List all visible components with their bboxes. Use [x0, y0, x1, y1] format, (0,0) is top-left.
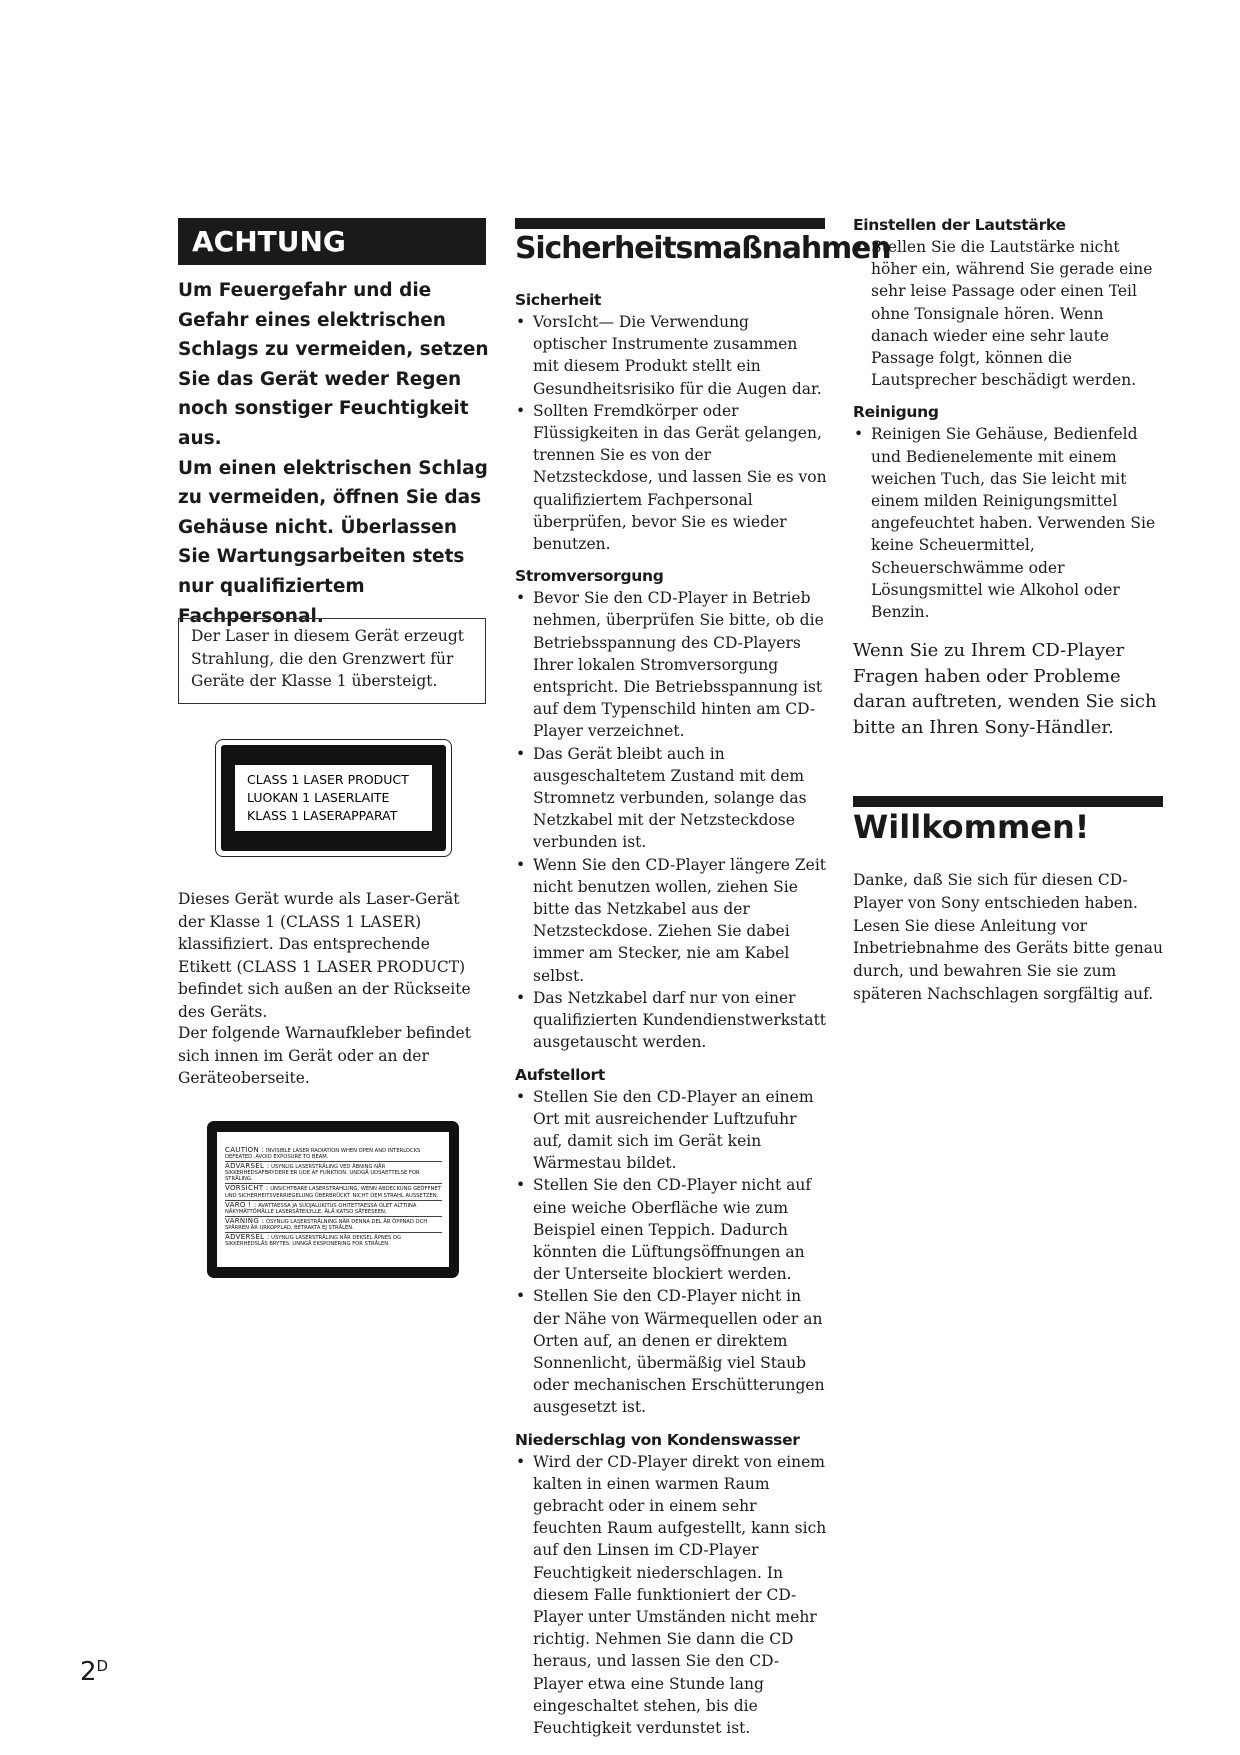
classification-paragraph: Dieses Gerät wurde als Laser-Gerät der Klasse 1 (CLASS 1 LASER) klassifiziert. Das entsprechende Etikett (CLASS 1 LASER PRODUCT) befindet sich außen an der Rückseite des Geräts. — [178, 890, 471, 1021]
list-item: • Stellen Sie die Lautstärke nicht höher ein, während Sie gerade eine sehr leise Passage oder einen Teil ohne Tonsignale hören. Wenn danach wieder eine sehr laute Passage folgt, können die Lautsprecher beschädigt werden. — [853, 236, 1165, 391]
warning-paragraph: Um Feuergefahr und die Gefahr eines elektrischen Schlags zu vermeiden, setzen Sie das Gerät weder Regen noch sonstiger Feuchtigkeit aus. — [178, 280, 489, 449]
safety-title: Sicherheitsmaßnahmen — [515, 231, 891, 266]
section-lautstaerke — [853, 214, 1165, 391]
list-item: • Das Gerät bleibt auch in ausgeschaltetem Zustand mit dem Stromnetz verbunden, solange das Netzkabel mit der Netzsteckdose verbunden ist. — [515, 743, 827, 854]
label-line: LUOKAN 1 LASERLAITE — [247, 790, 390, 805]
list-item: • Stellen Sie den CD-Player an einem Ort mit ausreichender Luftzufuhr auf, damit sich im Gerät kein Wärmestau bildet. — [515, 1086, 827, 1175]
list-item: • Reinigen Sie Gehäuse, Bedienfeld und Bedienelemente mit einem weichen Tuch, das Sie leicht mit einem milden Reinigungsmittel angefeuchtet haben. Verwenden Sie keine Scheuermittel, Scheuerschwämme oder Lösungsmittel wie Alkohol oder Benzin. — [853, 423, 1165, 623]
class1-label-text — [235, 765, 432, 831]
caution-line: ADVERSEL : USYNLIG LASERSTRÅLING NÅR DEKSEL ÅPNES OG SIKKERHEDSLÅS BRYTES. UNNGÅ EKSPONERING FOR STRÅLEN. — [225, 1233, 402, 1248]
label-line: KLASS 1 LASERAPPARAT — [247, 808, 398, 823]
caution-line: VARNING : OSYNLIG LASERSTRÅLNING NÄR DENNA DEL ÄR ÖPPNAD OCH SPÄRREN ÄR URKOPPLAD. BETRAKTA EJ STRÅLEN. — [225, 1218, 442, 1233]
caution-line: VARO ! : AVATTAESSA JA SUOJALUKITUS OHITETTAESSA OLET ALTTIINA NÄKYMÄTTÖMÄLLE LASERSÄTEILYLLE. ÄLÄ KATSO SÄTEESEEN. — [225, 1202, 442, 1217]
caution-warning-sticker — [207, 1121, 459, 1278]
section-heading: Reinigung — [853, 403, 939, 422]
list-item: • Das Netzkabel darf nur von einer qualifizierten Kundendienstwerkstatt ausgetauscht werden. — [515, 987, 827, 1054]
welcome-title: Willkommen! — [853, 808, 1090, 846]
section-heading: Einstellen der Lautstärke — [853, 216, 1066, 234]
list-item: • Wird der CD-Player direkt von einem kalten in einen warmen Raum gebracht oder in einem sehr feuchten Raum aufgestellt, kann sich auf den Linsen im CD-Player Feuchtigkeit niederschlagen. In diesem Falle funktioniert der CD-Player unter Umständen nicht mehr richtig. Nehmen Sie dann die CD heraus, und lassen Sie den CD-Player etwa eine Stunde lang eingeschaltet stehen, bis die Feuchtigkeit verdunstet ist. — [515, 1451, 827, 1740]
section-heading: Niederschlag von Kondenswasser — [515, 1430, 800, 1449]
class1-laser-label — [215, 739, 452, 857]
section-kondenswasser — [515, 1429, 827, 1740]
sticker-paragraph: Der folgende Warnaufkleber befindet sich innen im Gerät oder an der Geräteoberseite. — [178, 1024, 471, 1088]
safety-sections — [515, 289, 827, 1739]
warning-paragraph: Um einen elektrischen Schlag zu vermeiden, öffnen Sie das Gehäuse nicht. Überlassen Sie Wartungsarbeiten stets nur qualifiziertem Fachpersonal. — [178, 457, 488, 627]
list-item: • Stellen Sie den CD-Player nicht auf eine weiche Oberfläche wie zum Beispiel einen Teppich. Dadurch könnten die Lüftungsöffnungen an der Unterseite blockiert werden. — [515, 1174, 827, 1285]
fire-shock-warning — [178, 276, 490, 631]
list-item: • Bevor Sie den CD-Player in Betrieb nehmen, überprüfen Sie bitte, ob die Betriebsspannung des CD-Players Ihrer lokalen Stromversorgung entspricht. Die Betriebsspannung ist auf dem Typenschild hinten am CD-Player verzeichnet. — [515, 587, 827, 742]
section-stromversorgung — [515, 565, 827, 1053]
page-number: $2^D$ — [80, 1657, 109, 1687]
section-aufstellort — [515, 1064, 827, 1419]
laser-radiation-notice: Der Laser in diesem Gerät erzeugt Strahlung, die den Grenzwert für Geräte der Klasse 1 übersteigt. — [178, 618, 486, 704]
section-reinigung — [853, 401, 1165, 623]
section-heading: Sicherheit — [515, 291, 602, 309]
list-item: • VorsIcht— Die Verwendung optischer Instrumente zusammen mit diesem Produkt stellt ein Gesundheitsrisiko für die Augen dar. — [515, 311, 827, 400]
care-sections — [853, 214, 1165, 623]
caution-line: CAUTION : INVISIBLE LASER RADIATION WHEN OPEN AND INTERLOCKS DEFEATED. AVOID EXPOSURE TO BEAM. — [225, 1147, 442, 1162]
caution-sticker-text — [217, 1132, 449, 1267]
class1-label-frame — [221, 745, 446, 851]
dealer-contact-paragraph: Wenn Sie zu Ihrem CD-Player Fragen haben oder Probleme daran auftreten, wenden Sie sich bitte an Ihren Sony-Händler. — [853, 640, 1157, 738]
label-line: CLASS 1 LASER PRODUCT — [247, 772, 409, 787]
section-heading: Aufstellort — [515, 1065, 605, 1084]
welcome-paragraph: Danke, daß Sie sich für diesen CD-Player von Sony entschieden haben. Lesen Sie diese Anleitung vor Inbetriebnahme des Geräts bitte genau durch, und bewahren Sie sie zum späteren Nachschlagen sorgfältig auf. — [853, 871, 1163, 1003]
list-item: • Sollten Fremdkörper oder Flüssigkeiten in das Gerät gelangen, trennen Sie es von der Netzsteckdose, und lassen Sie es von qualifiziertem Fachpersonal überprüfen, bevor Sie es wieder benutzen. — [515, 400, 827, 555]
list-item: • Wenn Sie den CD-Player längere Zeit nicht benutzen wollen, ziehen Sie bitte das Netzkabel aus der Netzsteckdose. Ziehen Sie dabei immer am Stecker, nie am Kabel selbst. — [515, 854, 827, 987]
list-item: • Stellen Sie den CD-Player nicht in der Nähe von Wärmequellen oder an Orten auf, an denen er direktem Sonnenlicht, übermäßig viel Staub oder mechanischen Erschütterungen ausgesetzt ist. — [515, 1285, 827, 1418]
section-sicherheit — [515, 289, 827, 555]
caution-line: VORSICHT : UNSICHTBARE LASERSTRAHLUNG, WENN ABDECKUNG GEÖFFNET UND SICHERHEITSVERRIEGELUNG ÜBERBRÜCKT. NICHT DEM STRAHL AUSSETZEN. — [225, 1185, 442, 1200]
section-heading: Stromversorgung — [515, 567, 664, 586]
achtung-heading: ACHTUNG — [178, 218, 486, 265]
caution-line: ADVARSEL : USYNLIG LASERSTRÅLING VED ÅBNING NÅR SIKKERHEDSAFBRYDERE ER UDE AF FUNKTION. UNDGÅ UDSAETTELSE FOR STRÅLING. — [225, 1163, 442, 1184]
